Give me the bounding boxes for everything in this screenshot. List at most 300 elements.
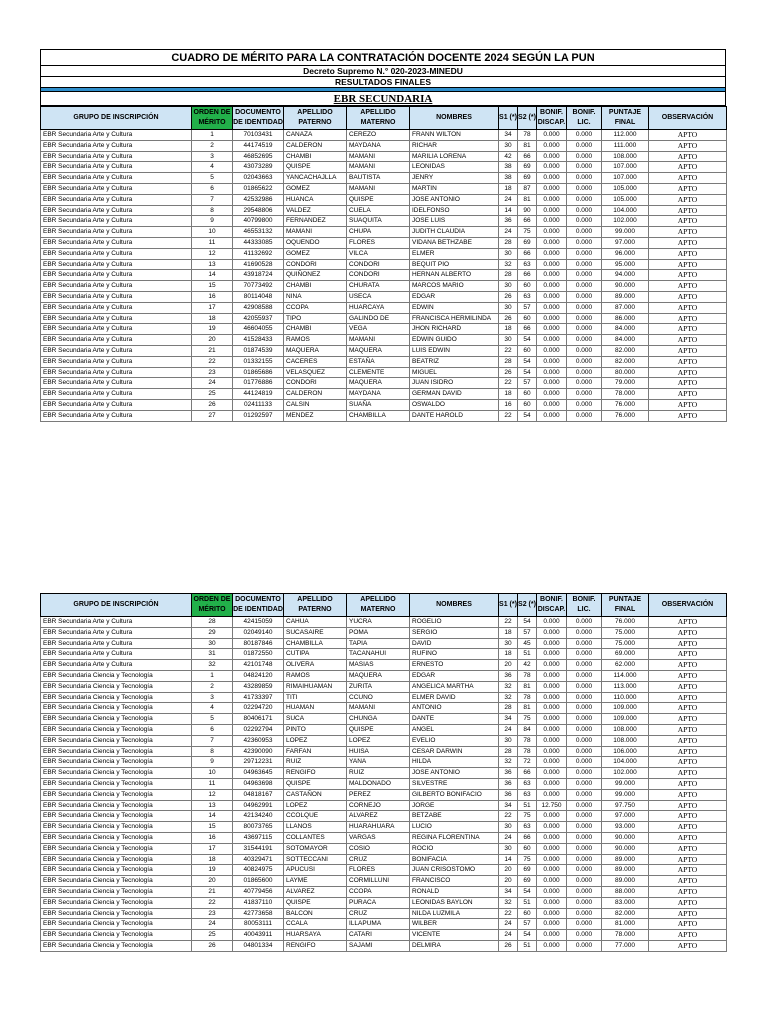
merit-table-1 <box>40 106 727 422</box>
cell-bonif-discap: 0.000 <box>537 940 567 951</box>
cell-nombres: LUCIO <box>410 822 499 833</box>
cell-nombres: ANTONIO <box>410 703 499 714</box>
cell-materno: ILLAPUMA <box>347 919 410 930</box>
cell-paterno: CUTIPA <box>284 649 347 660</box>
cell-s1: 24 <box>499 227 518 238</box>
cell-bonif-lic: 0.000 <box>567 140 602 151</box>
cell-bonif-lic: 0.000 <box>567 216 602 227</box>
table-row <box>41 356 727 367</box>
cell-orden: 16 <box>192 291 233 302</box>
cell-grupo: EBR Secundaria Ciencia y Tecnología <box>41 897 192 908</box>
cell-bonif-discap: 0.000 <box>537 389 567 400</box>
cell-bonif-lic: 0.000 <box>567 389 602 400</box>
cell-observacion: APTO <box>649 389 727 400</box>
cell-observacion: APTO <box>649 335 727 346</box>
table-row <box>41 194 727 205</box>
cell-materno: ESTAÑA <box>347 356 410 367</box>
cell-observacion: APTO <box>649 302 727 313</box>
cell-puntaje: 96.000 <box>602 248 649 259</box>
cell-paterno: QUISPE <box>284 162 347 173</box>
cell-orden: 6 <box>192 724 233 735</box>
cell-observacion: APTO <box>649 617 727 628</box>
cell-documento: 02043663 <box>233 173 284 184</box>
cell-orden: 22 <box>192 356 233 367</box>
cell-s2: 66 <box>518 768 537 779</box>
cell-s1: 22 <box>499 617 518 628</box>
cell-s2: 81 <box>518 140 537 151</box>
cell-puntaje: 109.000 <box>602 703 649 714</box>
cell-nombres: JUDITH CLAUDIA <box>410 227 499 238</box>
cell-nombres: GILBERTO BONIFACIO <box>410 789 499 800</box>
cell-bonif-discap: 0.000 <box>537 270 567 281</box>
cell-grupo: EBR Secundaria Ciencia y Tecnología <box>41 789 192 800</box>
cell-orden: 7 <box>192 735 233 746</box>
cell-bonif-discap: 0.000 <box>537 735 567 746</box>
cell-s2: 63 <box>518 778 537 789</box>
cell-grupo: EBR Secundaria Arte y Cultura <box>41 410 192 421</box>
table-row <box>41 681 727 692</box>
cell-materno: FLORES <box>347 237 410 248</box>
cell-materno: CUELA <box>347 205 410 216</box>
table-row <box>41 876 727 887</box>
cell-s2: 75 <box>518 854 537 865</box>
cell-paterno: RENGIFO <box>284 940 347 951</box>
cell-bonif-lic: 0.000 <box>567 649 602 660</box>
table-row <box>41 227 727 238</box>
cell-orden: 10 <box>192 768 233 779</box>
cell-grupo: EBR Secundaria Arte y Cultura <box>41 270 192 281</box>
cell-nombres: NILDA LUZMILA <box>410 908 499 919</box>
cell-paterno: PINTO <box>284 724 347 735</box>
cell-bonif-discap: 0.000 <box>537 757 567 768</box>
cell-bonif-discap: 0.000 <box>537 908 567 919</box>
cell-nombres: BEATRIZ <box>410 356 499 367</box>
cell-s2: 45 <box>518 638 537 649</box>
cell-observacion: APTO <box>649 811 727 822</box>
cell-s2: 63 <box>518 822 537 833</box>
cell-bonif-discap: 0.000 <box>537 865 567 876</box>
cell-bonif-discap: 0.000 <box>537 670 567 681</box>
cell-bonif-discap: 0.000 <box>537 627 567 638</box>
cell-nombres: FRANN WILTON <box>410 130 499 141</box>
cell-observacion: APTO <box>649 291 727 302</box>
cell-grupo: EBR Secundaria Ciencia y Tecnología <box>41 692 192 703</box>
table-row <box>41 940 727 951</box>
cell-s2: 90 <box>518 205 537 216</box>
cell-grupo: EBR Secundaria Ciencia y Tecnología <box>41 778 192 789</box>
cell-s1: 32 <box>499 757 518 768</box>
col-bonif-discap: BONIF. DISCAP. <box>537 594 567 617</box>
cell-materno: MAYDANA <box>347 389 410 400</box>
cell-orden: 25 <box>192 389 233 400</box>
cell-grupo: EBR Secundaria Ciencia y Tecnología <box>41 703 192 714</box>
cell-materno: GALINDO DE <box>347 313 410 324</box>
cell-nombres: MARILIA LORENA <box>410 151 499 162</box>
cell-materno: MAQUERA <box>347 345 410 356</box>
cell-orden: 21 <box>192 886 233 897</box>
cell-observacion: APTO <box>649 865 727 876</box>
cell-observacion: APTO <box>649 681 727 692</box>
cell-orden: 20 <box>192 335 233 346</box>
cell-bonif-lic: 0.000 <box>567 832 602 843</box>
cell-puntaje: 89.000 <box>602 865 649 876</box>
cell-documento: 41690528 <box>233 259 284 270</box>
cell-puntaje: 97.000 <box>602 237 649 248</box>
cell-materno: MALDONADO <box>347 778 410 789</box>
cell-puntaje: 80.000 <box>602 367 649 378</box>
cell-paterno: CHAMBI <box>284 324 347 335</box>
cell-grupo: EBR Secundaria Arte y Cultura <box>41 130 192 141</box>
cell-s1: 30 <box>499 335 518 346</box>
cell-documento: 41528433 <box>233 335 284 346</box>
cell-orden: 14 <box>192 811 233 822</box>
cell-puntaje: 82.000 <box>602 908 649 919</box>
cell-puntaje: 108.000 <box>602 724 649 735</box>
table-row <box>41 930 727 941</box>
cell-materno: CORMILLUNI <box>347 876 410 887</box>
cell-bonif-discap: 0.000 <box>537 324 567 335</box>
table-row <box>41 324 727 335</box>
cell-nombres: BONIFACIA <box>410 854 499 865</box>
cell-documento: 42360953 <box>233 735 284 746</box>
cell-orden: 8 <box>192 205 233 216</box>
cell-s1: 30 <box>499 735 518 746</box>
cell-paterno: CAHUA <box>284 617 347 628</box>
cell-s1: 14 <box>499 854 518 865</box>
cell-orden: 20 <box>192 876 233 887</box>
cell-bonif-discap: 0.000 <box>537 183 567 194</box>
cell-observacion: APTO <box>649 313 727 324</box>
table-row <box>41 270 727 281</box>
table-row <box>41 302 727 313</box>
cell-bonif-discap: 0.000 <box>537 281 567 292</box>
cell-bonif-lic: 0.000 <box>567 270 602 281</box>
cell-puntaje: 62.000 <box>602 660 649 671</box>
cell-bonif-lic: 0.000 <box>567 660 602 671</box>
cell-s1: 32 <box>499 897 518 908</box>
cell-bonif-discap: 0.000 <box>537 291 567 302</box>
cell-bonif-lic: 0.000 <box>567 908 602 919</box>
cell-paterno: ALVAREZ <box>284 886 347 897</box>
cell-grupo: EBR Secundaria Arte y Cultura <box>41 259 192 270</box>
cell-grupo: EBR Secundaria Arte y Cultura <box>41 140 192 151</box>
cell-paterno: LOPEZ <box>284 735 347 746</box>
cell-bonif-discap: 0.000 <box>537 205 567 216</box>
cell-observacion: APTO <box>649 854 727 865</box>
cell-paterno: COLLANTES <box>284 832 347 843</box>
cell-nombres: IDELFONSO <box>410 205 499 216</box>
cell-orden: 9 <box>192 216 233 227</box>
cell-bonif-lic: 0.000 <box>567 735 602 746</box>
cell-puntaje: 86.000 <box>602 313 649 324</box>
cell-bonif-lic: 0.000 <box>567 302 602 313</box>
cell-nombres: RICHAR <box>410 140 499 151</box>
cell-documento: 04801334 <box>233 940 284 951</box>
table-row <box>41 638 727 649</box>
cell-s1: 30 <box>499 638 518 649</box>
cell-orden: 25 <box>192 930 233 941</box>
cell-s1: 28 <box>499 746 518 757</box>
cell-observacion: APTO <box>649 237 727 248</box>
col-bonif-lic: BONIF. LIC. <box>567 107 602 130</box>
cell-s1: 30 <box>499 140 518 151</box>
cell-bonif-lic: 0.000 <box>567 248 602 259</box>
cell-bonif-lic: 0.000 <box>567 151 602 162</box>
col-paterno: APELLIDO PATERNO <box>284 107 347 130</box>
cell-paterno: LLANOS <box>284 822 347 833</box>
cell-documento: 40779456 <box>233 886 284 897</box>
cell-puntaje: 112.000 <box>602 130 649 141</box>
cell-s1: 24 <box>499 930 518 941</box>
table-row <box>41 130 727 141</box>
cell-observacion: APTO <box>649 173 727 184</box>
cell-puntaje: 102.000 <box>602 216 649 227</box>
cell-puntaje: 99.000 <box>602 789 649 800</box>
cell-observacion: APTO <box>649 270 727 281</box>
col-paterno: APELLIDO PATERNO <box>284 594 347 617</box>
cell-bonif-lic: 0.000 <box>567 724 602 735</box>
table-row <box>41 919 727 930</box>
table-row <box>41 660 727 671</box>
cell-grupo: EBR Secundaria Arte y Cultura <box>41 356 192 367</box>
cell-grupo: EBR Secundaria Arte y Cultura <box>41 627 192 638</box>
cell-s1: 36 <box>499 778 518 789</box>
cell-bonif-lic: 0.000 <box>567 681 602 692</box>
cell-bonif-discap: 0.000 <box>537 227 567 238</box>
table-row <box>41 627 727 638</box>
cell-orden: 7 <box>192 194 233 205</box>
cell-bonif-lic: 0.000 <box>567 886 602 897</box>
cell-puntaje: 79.000 <box>602 378 649 389</box>
table-row <box>41 908 727 919</box>
cell-paterno: OLIVERA <box>284 660 347 671</box>
cell-puntaje: 82.000 <box>602 356 649 367</box>
cell-materno: MAYDANA <box>347 140 410 151</box>
cell-orden: 18 <box>192 854 233 865</box>
cell-orden: 23 <box>192 908 233 919</box>
col-observacion: OBSERVACIÓN <box>649 594 727 617</box>
cell-materno: LOPEZ <box>347 735 410 746</box>
cell-puntaje: 89.000 <box>602 876 649 887</box>
cell-documento: 04963698 <box>233 778 284 789</box>
cell-bonif-discap: 0.000 <box>537 313 567 324</box>
cell-grupo: EBR Secundaria Arte y Cultura <box>41 324 192 335</box>
cell-paterno: SOTTECCANI <box>284 854 347 865</box>
cell-grupo: EBR Secundaria Arte y Cultura <box>41 183 192 194</box>
cell-documento: 43289859 <box>233 681 284 692</box>
cell-grupo: EBR Secundaria Ciencia y Tecnología <box>41 800 192 811</box>
cell-paterno: CANAZA <box>284 130 347 141</box>
cell-observacion: APTO <box>649 151 727 162</box>
table-row <box>41 897 727 908</box>
table-body-1 <box>41 130 727 422</box>
cell-observacion: APTO <box>649 735 727 746</box>
cell-s2: 63 <box>518 789 537 800</box>
col-nombres: NOMBRES <box>410 107 499 130</box>
cell-documento: 46604055 <box>233 324 284 335</box>
cell-s2: 81 <box>518 681 537 692</box>
cell-nombres: CESAR DARWIN <box>410 746 499 757</box>
cell-observacion: APTO <box>649 281 727 292</box>
cell-paterno: SUCA <box>284 714 347 725</box>
cell-orden: 15 <box>192 281 233 292</box>
cell-nombres: EVELIO <box>410 735 499 746</box>
cell-puntaje: 94.000 <box>602 270 649 281</box>
cell-s1: 14 <box>499 205 518 216</box>
cell-observacion: APTO <box>649 768 727 779</box>
cell-grupo: EBR Secundaria Ciencia y Tecnología <box>41 670 192 681</box>
document-title: CUADRO DE MÉRITO PARA LA CONTRATACIÓN DOCENTE 2024 SEGÚN LA PUN <box>41 50 726 66</box>
cell-bonif-discap: 0.000 <box>537 854 567 865</box>
cell-documento: 02411133 <box>233 399 284 410</box>
cell-materno: HUARCAYA <box>347 302 410 313</box>
cell-observacion: APTO <box>649 789 727 800</box>
cell-bonif-lic: 0.000 <box>567 865 602 876</box>
cell-s1: 42 <box>499 151 518 162</box>
cell-orden: 24 <box>192 378 233 389</box>
cell-puntaje: 75.000 <box>602 627 649 638</box>
table-row <box>41 335 727 346</box>
cell-orden: 2 <box>192 140 233 151</box>
cell-nombres: VICENTE <box>410 930 499 941</box>
cell-observacion: APTO <box>649 216 727 227</box>
cell-bonif-lic: 0.000 <box>567 194 602 205</box>
cell-s2: 51 <box>518 897 537 908</box>
cell-s2: 78 <box>518 670 537 681</box>
cell-s1: 16 <box>499 399 518 410</box>
cell-documento: 01332155 <box>233 356 284 367</box>
cell-orden: 28 <box>192 617 233 628</box>
cell-puntaje: 114.000 <box>602 670 649 681</box>
cell-materno: POMA <box>347 627 410 638</box>
cell-documento: 40799800 <box>233 216 284 227</box>
cell-materno: RUIZ <box>347 768 410 779</box>
cell-puntaje: 90.000 <box>602 832 649 843</box>
results-block-1 <box>40 49 726 422</box>
cell-paterno: RUIZ <box>284 757 347 768</box>
cell-observacion: APTO <box>649 670 727 681</box>
cell-materno: PURACA <box>347 897 410 908</box>
cell-bonif-discap: 0.000 <box>537 617 567 628</box>
cell-paterno: CASTAÑON <box>284 789 347 800</box>
cell-orden: 19 <box>192 865 233 876</box>
cell-s1: 26 <box>499 291 518 302</box>
cell-observacion: APTO <box>649 130 727 141</box>
cell-s1: 30 <box>499 822 518 833</box>
cell-s2: 54 <box>518 356 537 367</box>
cell-nombres: ROGELIO <box>410 617 499 628</box>
cell-materno: SUAÑA <box>347 399 410 410</box>
cell-s2: 66 <box>518 151 537 162</box>
cell-bonif-discap: 0.000 <box>537 302 567 313</box>
cell-puntaje: 99.000 <box>602 778 649 789</box>
cell-observacion: APTO <box>649 660 727 671</box>
cell-bonif-lic: 0.000 <box>567 757 602 768</box>
table-row <box>41 378 727 389</box>
cell-documento: 42134240 <box>233 811 284 822</box>
cell-nombres: BEQUIT PIO <box>410 259 499 270</box>
cell-s2: 66 <box>518 216 537 227</box>
cell-s1: 22 <box>499 345 518 356</box>
cell-s2: 54 <box>518 335 537 346</box>
cell-s2: 51 <box>518 800 537 811</box>
cell-bonif-lic: 0.000 <box>567 670 602 681</box>
cell-puntaje: 108.000 <box>602 151 649 162</box>
cell-grupo: EBR Secundaria Arte y Cultura <box>41 313 192 324</box>
table-row <box>41 617 727 628</box>
cell-bonif-lic: 0.000 <box>567 843 602 854</box>
table-row <box>41 237 727 248</box>
cell-nombres: HERNAN ALBERTO <box>410 270 499 281</box>
cell-s1: 18 <box>499 389 518 400</box>
cell-observacion: APTO <box>649 822 727 833</box>
cell-observacion: APTO <box>649 703 727 714</box>
cell-nombres: FRANCISCA HERMILINDA <box>410 313 499 324</box>
cell-paterno: VALDEZ <box>284 205 347 216</box>
cell-paterno: CONDORI <box>284 378 347 389</box>
table-row <box>41 692 727 703</box>
cell-s2: 60 <box>518 281 537 292</box>
cell-materno: BAUTISTA <box>347 173 410 184</box>
cell-observacion: APTO <box>649 162 727 173</box>
cell-paterno: CHAMBILLA <box>284 638 347 649</box>
table-row <box>41 724 727 735</box>
table-row <box>41 183 727 194</box>
cell-paterno: CACERES <box>284 356 347 367</box>
merit-table-2 <box>40 593 727 952</box>
cell-documento: 44333085 <box>233 237 284 248</box>
cell-bonif-lic: 0.000 <box>567 335 602 346</box>
cell-documento: 01865622 <box>233 183 284 194</box>
cell-bonif-discap: 0.000 <box>537 822 567 833</box>
cell-orden: 17 <box>192 302 233 313</box>
table-row <box>41 259 727 270</box>
cell-bonif-lic: 0.000 <box>567 703 602 714</box>
cell-documento: 40043911 <box>233 930 284 941</box>
cell-puntaje: 109.000 <box>602 714 649 725</box>
cell-bonif-lic: 0.000 <box>567 378 602 389</box>
cell-materno: MAQUERA <box>347 670 410 681</box>
cell-orden: 4 <box>192 703 233 714</box>
cell-nombres: EDWIN <box>410 302 499 313</box>
cell-documento: 02049140 <box>233 627 284 638</box>
cell-bonif-lic: 0.000 <box>567 162 602 173</box>
table-row <box>41 703 727 714</box>
cell-grupo: EBR Secundaria Ciencia y Tecnología <box>41 681 192 692</box>
cell-paterno: NINA <box>284 291 347 302</box>
cell-materno: CORNEJO <box>347 800 410 811</box>
cell-puntaje: 97.750 <box>602 800 649 811</box>
cell-puntaje: 107.000 <box>602 162 649 173</box>
section-title: EBR SECUNDARIA <box>41 92 726 106</box>
table-row <box>41 649 727 660</box>
cell-s2: 66 <box>518 248 537 259</box>
col-bonif-lic: BONIF. LIC. <box>567 594 602 617</box>
cell-bonif-discap: 0.000 <box>537 410 567 421</box>
cell-materno: HUISA <box>347 746 410 757</box>
cell-s2: 69 <box>518 237 537 248</box>
cell-bonif-discap: 0.000 <box>537 248 567 259</box>
cell-s2: 69 <box>518 162 537 173</box>
cell-grupo: EBR Secundaria Ciencia y Tecnología <box>41 811 192 822</box>
cell-paterno: SOTOMAYOR <box>284 843 347 854</box>
cell-s2: 54 <box>518 410 537 421</box>
cell-materno: CHUPA <box>347 227 410 238</box>
cell-nombres: JORGE <box>410 800 499 811</box>
cell-orden: 4 <box>192 162 233 173</box>
cell-paterno: LAYME <box>284 876 347 887</box>
cell-puntaje: 93.000 <box>602 822 649 833</box>
